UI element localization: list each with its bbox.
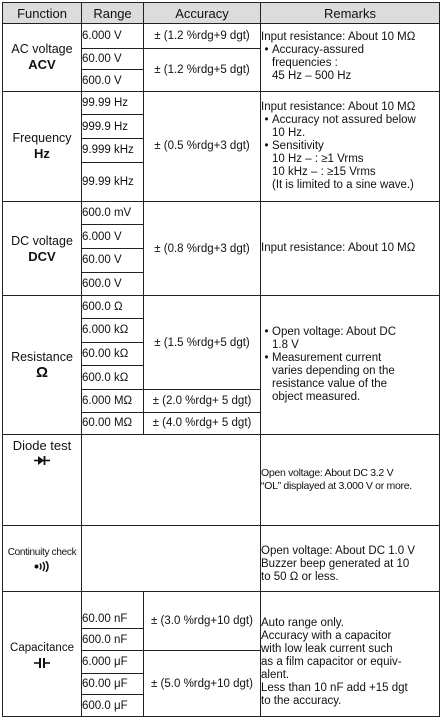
function-name: DC voltage bbox=[11, 233, 73, 248]
remark-line: alent. bbox=[261, 668, 290, 681]
specification-table bbox=[2, 2, 440, 717]
table-row bbox=[3, 435, 440, 525]
range-cell: 600.0 μF bbox=[82, 695, 144, 717]
function-name: Capacitance bbox=[10, 641, 74, 654]
function-name: Frequency bbox=[12, 131, 72, 146]
function-capacitance bbox=[3, 592, 82, 717]
remark-line: 45 Hz – 500 Hz bbox=[272, 70, 352, 83]
accuracy-cell: ± (4.0 %rdg+ 5 dgt) bbox=[144, 412, 261, 435]
bullet-icon: • bbox=[264, 113, 269, 126]
remark-line: Input resistance: About 10 MΩ bbox=[261, 242, 416, 255]
empty-cell bbox=[82, 435, 261, 525]
remark-line: resistance value of the bbox=[272, 378, 388, 391]
remark-bullet bbox=[261, 44, 439, 57]
range-cell: 600.0 kΩ bbox=[82, 366, 144, 390]
remark-bullet bbox=[261, 140, 439, 153]
spacer bbox=[261, 533, 439, 545]
range-cell: 600.0 Ω bbox=[82, 296, 144, 319]
accuracy-cell: ± (1.5 %rdg+5 dgt) bbox=[144, 296, 261, 390]
remark-line: Accuracy with a capacitor bbox=[261, 629, 392, 642]
accuracy-cell: ± (0.8 %rdg+3 dgt) bbox=[144, 201, 261, 296]
remark-bullet bbox=[261, 326, 439, 339]
range-cell: 60.00 kΩ bbox=[82, 342, 144, 366]
table-row bbox=[3, 296, 440, 319]
accuracy-cell: ± (0.5 %rdg+3 dgt) bbox=[144, 91, 261, 201]
accuracy-cell: ± (1.2 %rdg+5 dgt) bbox=[144, 48, 261, 91]
remarks-continuity bbox=[261, 525, 440, 592]
function-name: Continuity check bbox=[7, 547, 77, 558]
accuracy-cell: ± (5.0 %rdg+10 dgt) bbox=[144, 651, 261, 717]
range-cell: 60.00 V bbox=[82, 249, 144, 273]
remark-line: Auto range only. bbox=[261, 616, 344, 629]
remark-line: 1.8 V bbox=[272, 339, 299, 352]
range-cell: 60.00 MΩ bbox=[82, 412, 144, 435]
range-cell: 6.000 μF bbox=[82, 651, 144, 674]
remark-line: “OL” displayed at 3.000 V or more. bbox=[261, 479, 412, 492]
range-cell: 9.999 kHz bbox=[82, 139, 144, 163]
header-row bbox=[3, 3, 440, 24]
remark-line: Accuracy-assured bbox=[272, 44, 365, 57]
range-cell: 60.00 nF bbox=[82, 592, 144, 629]
accuracy-cell: ± (1.2 %rdg+9 dgt) bbox=[144, 24, 261, 49]
range-cell: 6.000 MΩ bbox=[82, 389, 144, 412]
remark-line: Open voltage: About DC 3.2 V bbox=[261, 467, 394, 480]
remarks-dcv bbox=[261, 201, 440, 296]
remark-line: Accuracy not assured below bbox=[272, 113, 416, 126]
range-cell: 99.99 kHz bbox=[82, 162, 144, 201]
accuracy-cell: ± (3.0 %rdg+10 dgt) bbox=[144, 592, 261, 651]
remark-line: Input resistance: About 10 MΩ bbox=[261, 31, 416, 44]
remark-line: with low leak current such bbox=[261, 642, 393, 655]
header-accuracy: Accuracy bbox=[144, 3, 261, 24]
remarks-resistance bbox=[261, 296, 440, 435]
remarks-capacitance bbox=[261, 592, 440, 717]
range-cell: 60.00 μF bbox=[82, 673, 144, 695]
function-name: Resistance bbox=[11, 349, 73, 364]
capacitor-icon bbox=[34, 657, 50, 669]
range-cell: 600.0 V bbox=[82, 70, 144, 92]
remark-line: Input resistance: About 10 MΩ bbox=[261, 100, 416, 113]
function-diode bbox=[3, 435, 82, 525]
remark-line: to 50 Ω or less. bbox=[261, 571, 339, 583]
header-remarks: Remarks bbox=[261, 3, 440, 24]
range-cell: 6.000 kΩ bbox=[82, 318, 144, 342]
remarks-acv bbox=[261, 24, 440, 92]
range-cell: 6.000 V bbox=[82, 24, 144, 49]
remarks-diode bbox=[261, 435, 440, 525]
bullet-icon: • bbox=[264, 352, 269, 365]
remark-line: Open voltage: About DC 1.0 V bbox=[261, 545, 416, 557]
table-row bbox=[3, 201, 440, 225]
remark-line: 10 kHz – : ≥15 Vrms bbox=[272, 165, 376, 178]
range-cell: 600.0 mV bbox=[82, 201, 144, 225]
remark-line: as a film capacitor or equiv- bbox=[261, 655, 402, 668]
table-row bbox=[3, 91, 440, 115]
header-range: Range bbox=[82, 3, 144, 24]
remark-line: Sensitivity bbox=[272, 139, 324, 152]
function-name: AC voltage bbox=[11, 42, 73, 57]
buzzer-icon bbox=[34, 561, 50, 572]
function-name: Diode test bbox=[12, 438, 72, 454]
empty-cell bbox=[82, 525, 261, 592]
remark-line: frequencies : bbox=[272, 57, 338, 70]
remark-line: 10 Hz. bbox=[272, 126, 306, 139]
remark-line: 10 Hz – : ≥1 Vrms bbox=[272, 152, 364, 165]
remark-line: object measured. bbox=[272, 391, 361, 404]
remark-line: Measurement current bbox=[272, 352, 382, 365]
function-dcv bbox=[3, 201, 82, 296]
function-acv bbox=[3, 24, 82, 92]
diode-icon bbox=[34, 455, 50, 466]
remark-bullet bbox=[261, 352, 439, 365]
header-function: Function bbox=[3, 3, 82, 24]
range-cell: 99.99 Hz bbox=[82, 91, 144, 115]
table-row bbox=[3, 525, 440, 592]
remark-line: (It is limited to a sine wave.) bbox=[272, 178, 414, 191]
remark-line: Less than 10 nF add +15 dgt bbox=[261, 681, 408, 694]
remark-line: Open voltage: About DC bbox=[272, 326, 397, 339]
function-resistance bbox=[3, 296, 82, 435]
function-continuity bbox=[3, 525, 82, 592]
range-cell: 999.9 Hz bbox=[82, 115, 144, 139]
bullet-icon: • bbox=[264, 44, 269, 57]
range-cell: 6.000 V bbox=[82, 225, 144, 249]
remark-line: varies depending on the bbox=[272, 365, 395, 378]
ohm-icon: Ω bbox=[35, 363, 49, 381]
remark-line: to the accuracy. bbox=[261, 694, 342, 707]
bullet-icon: • bbox=[264, 139, 269, 152]
remark-bullet bbox=[261, 114, 439, 127]
range-cell: 600.0 nF bbox=[82, 629, 144, 651]
remarks-frequency bbox=[261, 91, 440, 201]
bullet-icon: • bbox=[264, 326, 269, 339]
table-row bbox=[3, 24, 440, 49]
function-abbr: ACV bbox=[28, 57, 56, 73]
table-row bbox=[3, 592, 440, 629]
function-abbr: Hz bbox=[34, 146, 50, 162]
function-frequency bbox=[3, 91, 82, 201]
range-cell: 60.00 V bbox=[82, 48, 144, 70]
range-cell: 600.0 V bbox=[82, 272, 144, 296]
remark-line: Buzzer beep generated at 10 bbox=[261, 558, 410, 570]
accuracy-cell: ± (2.0 %rdg+ 5 dgt) bbox=[144, 389, 261, 412]
function-abbr: DCV bbox=[28, 248, 56, 264]
